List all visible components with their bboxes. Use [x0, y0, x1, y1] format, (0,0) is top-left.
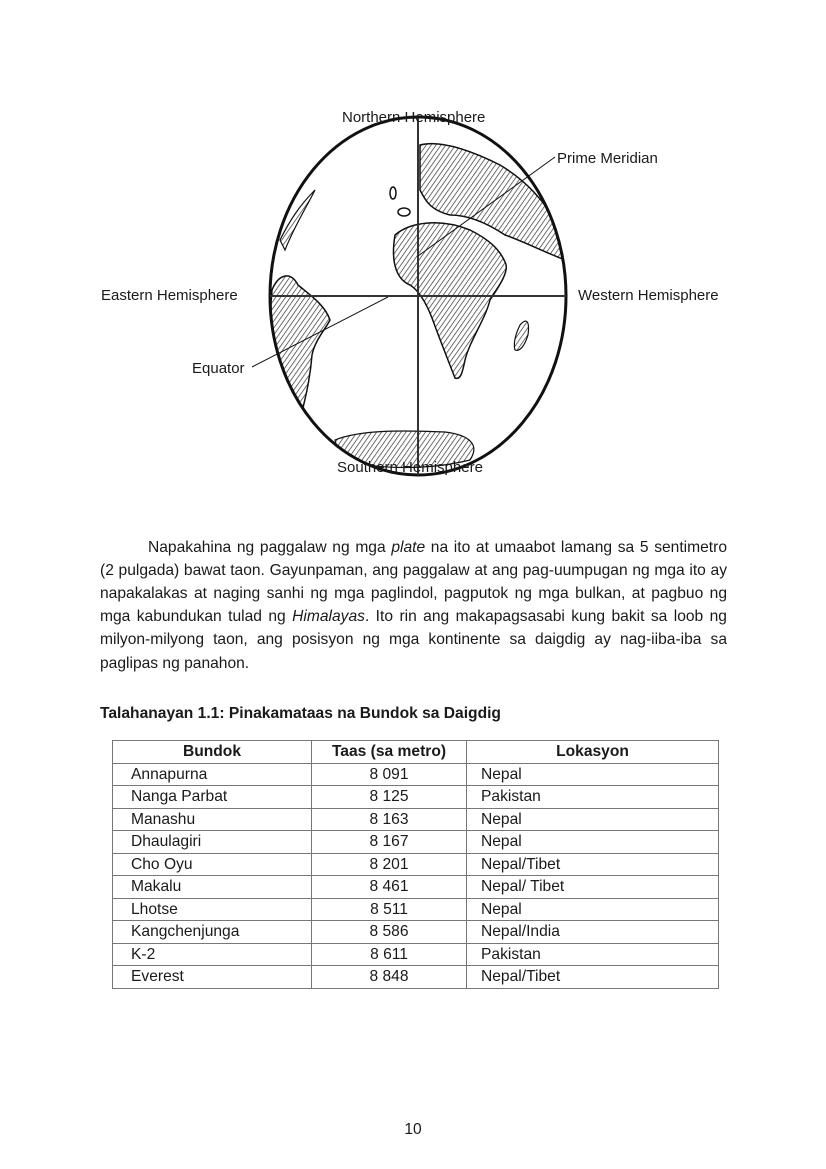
height-cell: 8 201	[312, 853, 467, 876]
mountain-name-cell: Lhotse	[113, 898, 312, 921]
location-cell: Nepal	[467, 808, 719, 831]
location-cell: Nepal	[467, 898, 719, 921]
table-row	[113, 853, 719, 876]
table-row	[113, 831, 719, 854]
body-paragraph	[100, 536, 727, 675]
table-row	[113, 763, 719, 786]
southern-hemisphere-label: Southern Hemisphere	[337, 459, 483, 476]
table-row	[113, 808, 719, 831]
table-row	[113, 898, 719, 921]
height-cell: 8 461	[312, 876, 467, 899]
height-cell: 8 091	[312, 763, 467, 786]
header-bundok: Bundok	[113, 741, 312, 764]
header-lokasyon: Lokasyon	[467, 741, 719, 764]
table-caption: Talahanayan 1.1: Pinakamataas na Bundok sa Daigdig	[100, 705, 501, 722]
table-row	[113, 876, 719, 899]
location-cell: Pakistan	[467, 786, 719, 809]
height-cell: 8 163	[312, 808, 467, 831]
northern-hemisphere-label: Northern Hemisphere	[342, 109, 486, 126]
page-number: 10	[404, 1121, 422, 1138]
south-america-landmass	[271, 276, 330, 420]
height-cell: 8 167	[312, 831, 467, 854]
mountain-name-cell: Kangchenjunga	[113, 921, 312, 944]
table-row	[113, 921, 719, 944]
height-cell: 8 586	[312, 921, 467, 944]
paragraph-text: . Ito rin ang makapagsasabi kung bakit sa loob ng milyon-milyong taon, ang posisyon ng mga kontinente sa daigdig ay nag-iiba-iba sa paglipas ng panahon.	[100, 608, 727, 672]
table-row	[113, 943, 719, 966]
paragraph-italic-term: plate	[391, 538, 426, 556]
location-cell: Nepal/Tibet	[467, 966, 719, 989]
table-header-row	[113, 741, 719, 764]
mountain-name-cell: Manashu	[113, 808, 312, 831]
eastern-hemisphere-label: Eastern Hemisphere	[101, 287, 238, 304]
mountain-name-cell: Makalu	[113, 876, 312, 899]
height-cell: 8 848	[312, 966, 467, 989]
location-cell: Nepal	[467, 763, 719, 786]
location-cell: Nepal/Tibet	[467, 853, 719, 876]
mountain-name-cell: Nanga Parbat	[113, 786, 312, 809]
height-cell: 8 125	[312, 786, 467, 809]
location-cell: Nepal	[467, 831, 719, 854]
prime-meridian-label: Prime Meridian	[557, 150, 658, 167]
location-cell: Nepal/India	[467, 921, 719, 944]
mountain-name-cell: Cho Oyu	[113, 853, 312, 876]
table-row	[113, 966, 719, 989]
header-taas: Taas (sa metro)	[312, 741, 467, 764]
mountains-table	[112, 740, 719, 989]
globe-illustration	[0, 0, 826, 500]
madagascar-landmass	[514, 321, 528, 350]
location-cell: Nepal/ Tibet	[467, 876, 719, 899]
table-row	[113, 786, 719, 809]
mountain-name-cell: Everest	[113, 966, 312, 989]
location-cell: Pakistan	[467, 943, 719, 966]
paragraph-italic-term: Himalayas	[292, 608, 365, 626]
globe-figure	[0, 0, 826, 500]
mountain-name-cell: Annapurna	[113, 763, 312, 786]
mountain-name-cell: Dhaulagiri	[113, 831, 312, 854]
mountain-name-cell: K-2	[113, 943, 312, 966]
height-cell: 8 511	[312, 898, 467, 921]
equator-label: Equator	[192, 360, 245, 377]
africa-landmass	[393, 223, 506, 379]
paragraph-text: Napakahina ng paggalaw ng mga	[148, 538, 392, 556]
height-cell: 8 611	[312, 943, 467, 966]
western-hemisphere-label: Western Hemisphere	[578, 287, 719, 304]
paragraph-text: na ito at umaabot lamang sa 5 sentimetro (2 pulgada) bawat taon. Gayunpaman, ang paggalaw at ang pag-uumpugan ng mga ito ay napakalakas at naging sanhi ng mga paglindol, pagputok ng mga bulkan, at pagbuo ng mga kabundukan tulad ng	[100, 538, 727, 626]
